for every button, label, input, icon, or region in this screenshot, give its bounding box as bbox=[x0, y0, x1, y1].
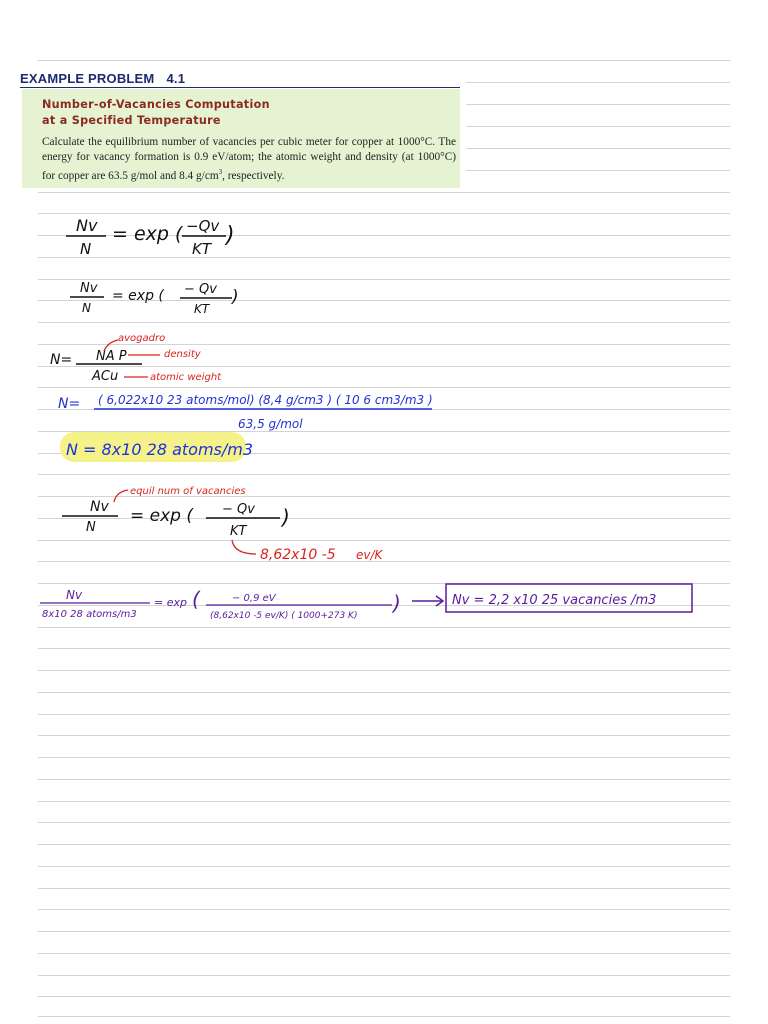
statement-superscript: 3 bbox=[218, 168, 223, 176]
problem-title-line-1: Number-of-Vacancies Computation bbox=[42, 98, 270, 111]
atomic-weight-note: atomic weight bbox=[150, 372, 222, 383]
eq3-lhs: N= bbox=[50, 352, 73, 368]
eq1-exp: = exp ( bbox=[112, 223, 183, 245]
equation-2 bbox=[70, 281, 239, 316]
example-number: 4.1 bbox=[166, 71, 186, 86]
avogadro-note: avogadro bbox=[118, 333, 166, 344]
eq6-numerator: − 0,9 eV bbox=[232, 593, 276, 604]
eq5-close-paren: ) bbox=[282, 505, 290, 529]
eq4-lhs: N= bbox=[58, 396, 81, 412]
boltzmann-value: 8,62x10 -5 bbox=[260, 547, 336, 563]
statement-line-2: 1000°C. The energy for vacancy formation is 0.9 eV/atom; the atomic weight bbox=[42, 136, 456, 163]
equil-note: equil num of vacancies bbox=[130, 486, 246, 497]
eq2-denominator: KT bbox=[194, 302, 210, 316]
eq1-numerator: −Qv bbox=[186, 217, 220, 235]
eq6-denominator: (8,62x10 -5 ev/K) ( 1000+273 K) bbox=[210, 611, 358, 621]
eq3-denominator: ACu bbox=[92, 369, 119, 384]
equil-arrow bbox=[114, 490, 128, 502]
equation-6 bbox=[40, 584, 692, 621]
eq2-lhs-numerator: Nv bbox=[80, 281, 98, 296]
eq2-numerator: − Qv bbox=[184, 282, 217, 297]
eq4-numerator: ( 6,022x10 23 atoms/mol) (8,4 g/cm3 ) ( 10 6 cm3/m3 ) bbox=[98, 393, 433, 407]
eq1-lhs-denominator: N bbox=[80, 240, 92, 258]
eq5-lhs-numerator: Nv bbox=[90, 499, 109, 515]
boltzmann-arrow bbox=[232, 540, 256, 554]
statement-line-1: Calculate the equilibrium number of vacancies per cubic meter for copper at bbox=[42, 136, 395, 148]
statement-line-3: and density (at 1000°C) for copper are 63.5 g/mol and 8.4 g/cm bbox=[42, 151, 456, 182]
density-note: density bbox=[164, 349, 201, 360]
eq6-exp: = exp bbox=[154, 596, 187, 609]
eq5-numerator: − Qv bbox=[222, 502, 255, 517]
equation-5 bbox=[62, 486, 384, 563]
equation-3 bbox=[50, 333, 222, 384]
statement-end: , respectively. bbox=[222, 169, 285, 182]
eq1-close-paren: ) bbox=[226, 223, 235, 248]
eq6-lhs-denominator: 8x10 28 atoms/m3 bbox=[42, 609, 137, 620]
example-label: EXAMPLE PROBLEM bbox=[20, 71, 155, 86]
final-answer: Nv = 2,2 x10 25 vacancies /m3 bbox=[452, 593, 657, 608]
boltzmann-unit: ev/K bbox=[356, 548, 383, 562]
eq5-lhs-denominator: N bbox=[86, 520, 96, 535]
equation-4 bbox=[58, 393, 433, 431]
eq4-denominator: 63,5 g/mol bbox=[238, 417, 303, 431]
eq3-numerator: NA P bbox=[96, 349, 127, 364]
eq1-lhs-numerator: Nv bbox=[76, 216, 98, 235]
eq1-denominator: KT bbox=[192, 240, 211, 258]
eq2-exp: = exp ( bbox=[112, 288, 164, 304]
eq6-lhs-numerator: Nv bbox=[66, 588, 83, 602]
density-result: N = 8x10 28 atoms/m3 bbox=[66, 440, 254, 459]
eq5-denominator: KT bbox=[230, 524, 247, 539]
eq6-open-paren: ( bbox=[192, 587, 200, 611]
eq2-close-paren: ) bbox=[232, 287, 239, 307]
eq5-exp: = exp ( bbox=[130, 506, 193, 526]
equation-1 bbox=[66, 216, 235, 258]
eq2-lhs-denominator: N bbox=[82, 301, 91, 315]
problem-title-line-2: at a Specified Temperature bbox=[42, 113, 221, 127]
eq6-close-paren: ) bbox=[393, 591, 401, 615]
